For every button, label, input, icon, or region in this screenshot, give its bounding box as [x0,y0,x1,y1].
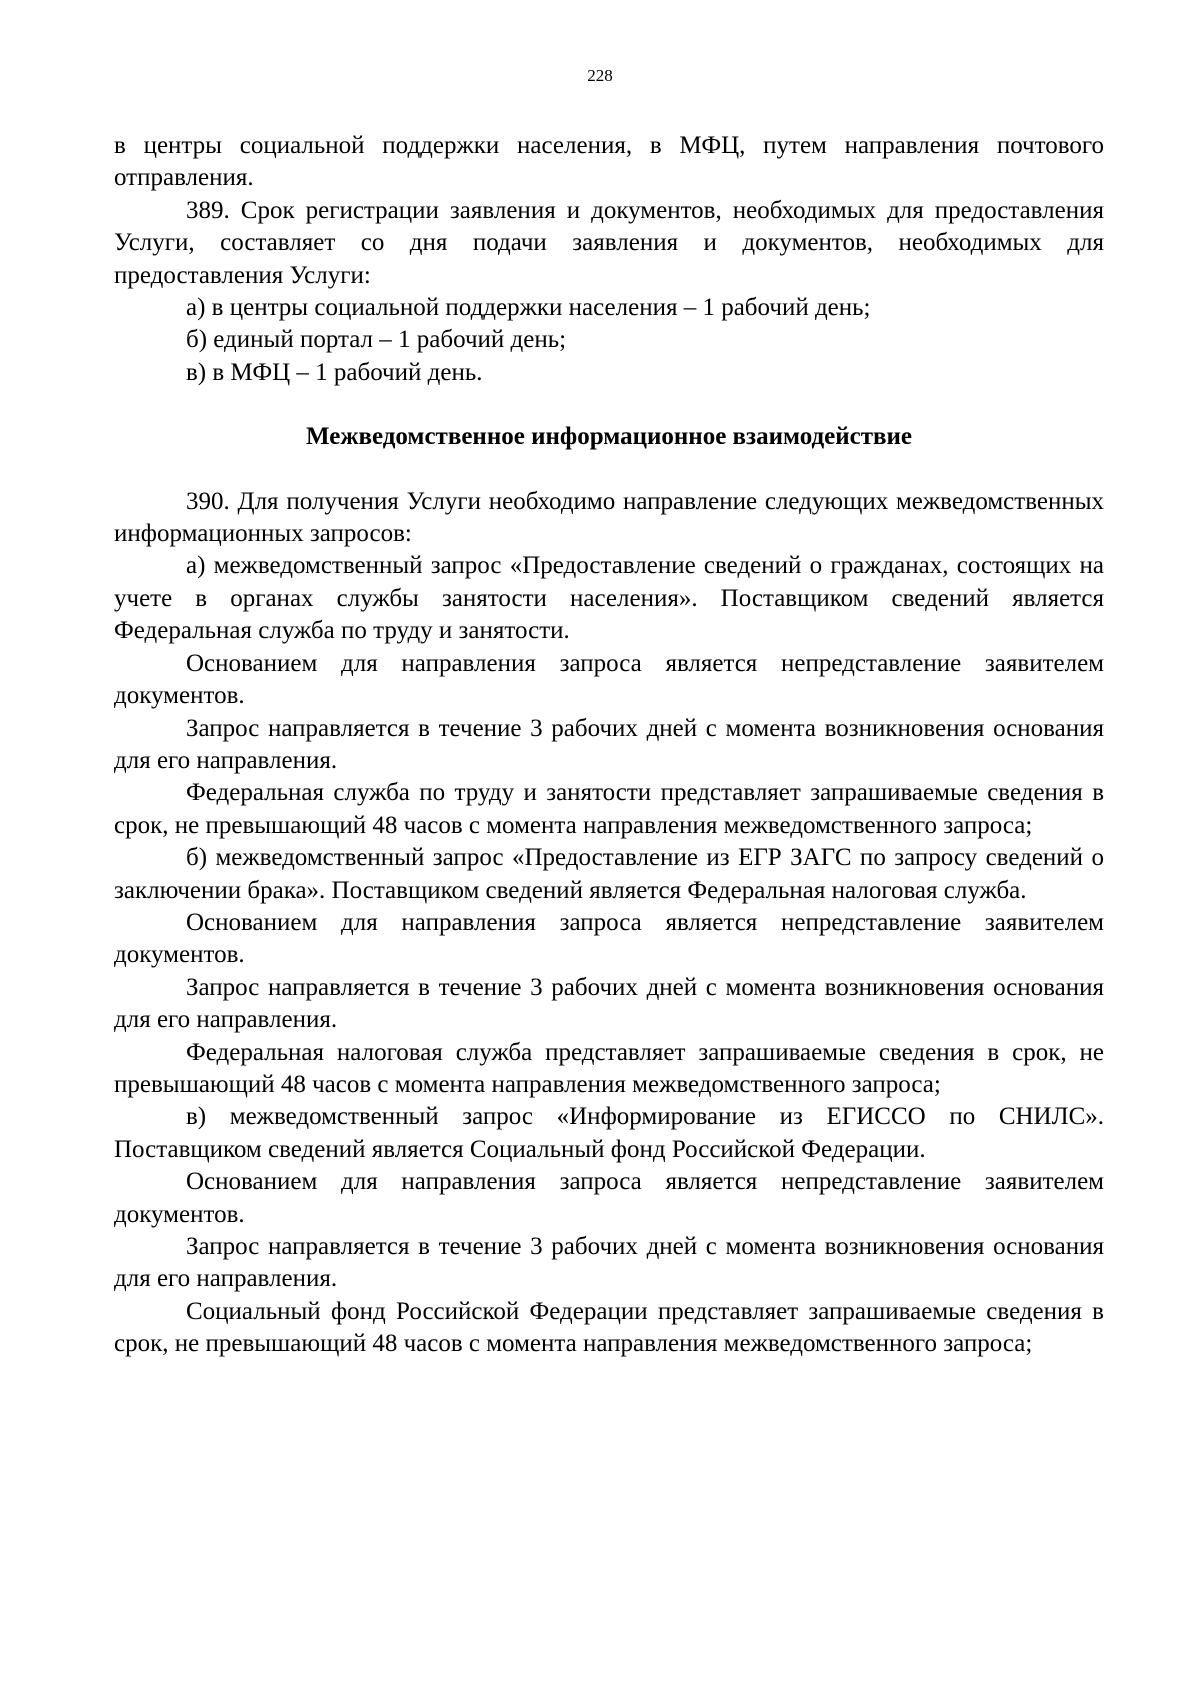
paragraph: Федеральная служба по труду и занятости представляет запрашиваемые сведения в срок, не превышающий 48 часов с момента направления межведомственного запроса; [114,779,1104,839]
paragraph: Федеральная налоговая служба представляет запрашиваемые сведения в срок, не превышающий 48 часов с момента направления межведомственного запроса; [114,1038,1104,1098]
document-body [114,130,1104,1361]
list-item-v: в) в МФЦ – 1 рабочий день. [186,358,483,386]
paragraph: Основанием для направления запроса является непредставление заявителем документов. [114,908,1104,969]
paragraph: б) межведомственный запрос «Предоставление из ЕГР ЗАГС по запросу сведений о заключении брака». Поставщиком сведений является Федеральная налоговая служба. [114,844,1104,904]
paragraph: Запрос направляется в течение 3 рабочих дней с момента возникновения основания для его направления. [114,1233,1104,1293]
paragraph: Запрос направляется в течение 3 рабочих дней с момента возникновения основания для его направления. [114,973,1104,1034]
paragraph: а) межведомственный запрос «Предоставление сведений о гражданах, состоящих на учете в органах службы занятости населения». Поставщиком сведений является Федеральная служба по труду и занятости. [114,552,1104,645]
page-number: 228 [587,66,613,85]
list-item-b: б) единый портал – 1 рабочий день; [186,326,567,354]
paragraph: Основанием для направления запроса является непредставление заявителем документов. [114,649,1104,710]
paragraph: Запрос направляется в течение 3 рабочих дней с момента возникновения основания для его направления. [114,714,1104,774]
list-item-a: а) в центры социальной поддержки населения – 1 рабочий день; [186,294,871,322]
paragraph: Социальный фонд Российской Федерации представляет запрашиваемые сведения в срок, не превышающий 48 часов с момента направления межведомственного запроса; [114,1297,1104,1358]
paragraph-389: 389. Срок регистрации заявления и документов, необходимых для предоставления Услуги, составляет со дня подачи заявления и документов, необходимых для предоставления Услуги: [114,196,1104,289]
paragraph: Основанием для направления запроса является непредставление заявителем документов. [114,1168,1104,1228]
paragraph: в центры социальной поддержки населения, в МФЦ, путем направления почтового отправления. [114,132,1104,192]
paragraph-390: 390. Для получения Услуги необходимо направление следующих межведомственных информационных запросов: [114,487,1104,548]
section-heading: Межведомственное информационное взаимодействие [306,423,912,451]
paragraph: в) межведомственный запрос «Информирование из ЕГИССО по СНИЛС». Поставщиком сведений является Социальный фонд Российской Федерации. [114,1103,1104,1163]
